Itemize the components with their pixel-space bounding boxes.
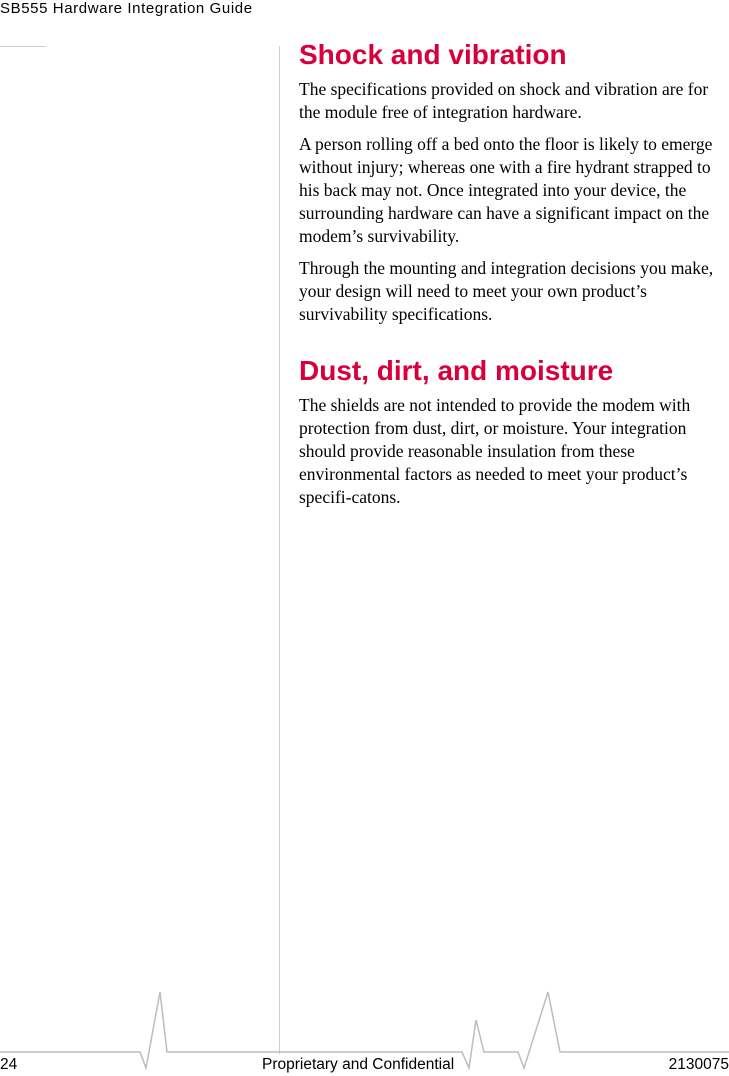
paragraph-dust-1: The shields are not intended to provide the modem with protection from dust, dirt, or moisture. Your integration should provide reasonable insulation from these environmental factors as needed to meet your product’s specifi-catons.	[299, 395, 691, 507]
footer-doc-number: 2130075	[668, 1056, 729, 1073]
paragraph-shock-1: The specifications provided on shock and vibration are for the module free of integration hardware.	[299, 79, 709, 122]
page-content	[299, 38, 729, 518]
running-header: SB555 Hardware Integration Guide	[0, 0, 253, 17]
paragraph-shock-2: A person rolling off a bed onto the floor is likely to emerge without injury; whereas one with a fire hydrant strapped to his back may not. Once integrated into your device, the surrounding hardware can have a significant impact on the modem’s survivability.	[299, 134, 713, 246]
footer-confidential: Proprietary and Confidential	[262, 1056, 455, 1073]
section-heading-shock-vibration: Shock and vibration	[299, 39, 567, 70]
margin-rule	[279, 46, 280, 1054]
header-rule	[0, 46, 46, 47]
paragraph-shock-3: Through the mounting and integration decisions you make, your design will need to meet your own product’s survivability specifications.	[299, 258, 714, 324]
footer-page-number: 24	[0, 1056, 18, 1073]
section-heading-dust-dirt-moisture: Dust, dirt, and moisture	[299, 355, 614, 386]
